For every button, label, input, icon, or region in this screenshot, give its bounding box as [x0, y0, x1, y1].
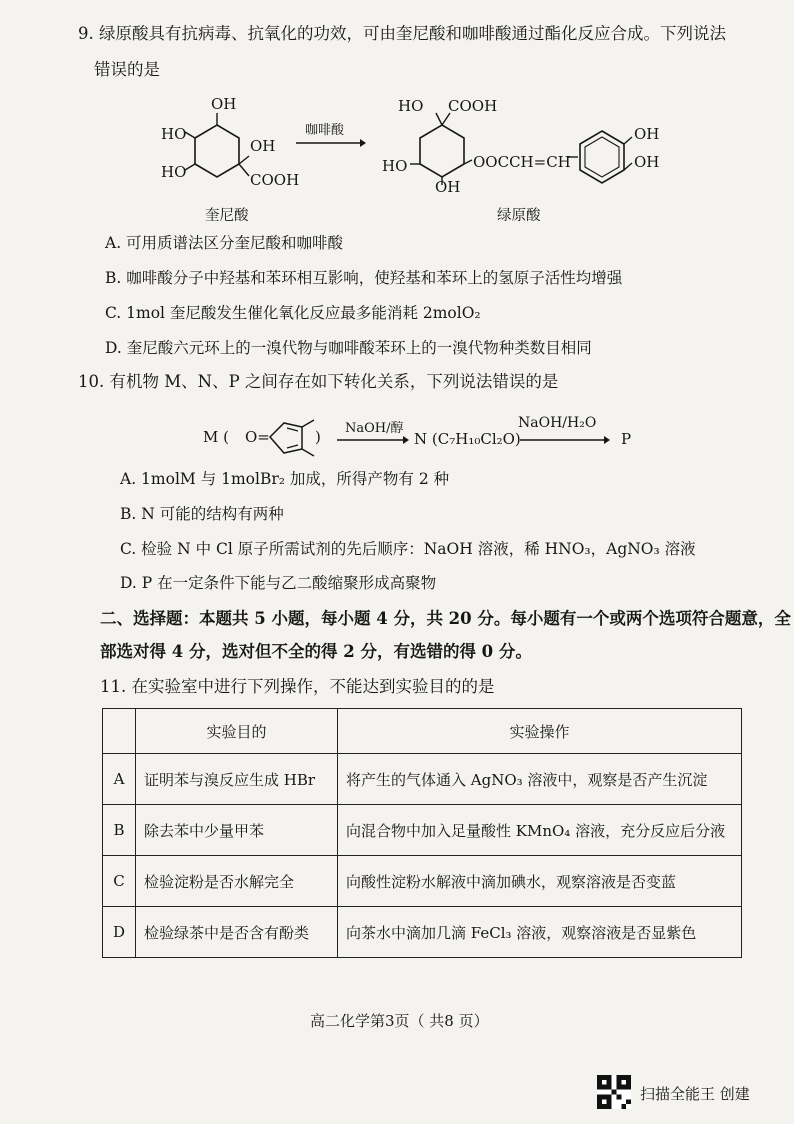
row-letter: D [103, 907, 136, 958]
chlorogenic-cooh: COOH [448, 97, 498, 115]
chlorogenic-ho-left: HO [382, 157, 408, 175]
quinic-ho-bottom: HO [161, 163, 187, 181]
q10-m-close: ) [315, 428, 321, 446]
q10-arrow-2 [520, 434, 610, 446]
quinic-acid-name: 奎尼酸 [205, 208, 249, 224]
q10-option-d: D. P 在一定条件下能与乙二酸缩聚形成高聚物 [120, 574, 437, 592]
row-letter: C [103, 856, 136, 907]
row-purpose: 除去苯中少量甲苯 [136, 805, 338, 856]
q9-stem-line2: 错误的是 [94, 60, 160, 79]
chlorogenic-acid-name: 绿原酸 [497, 208, 541, 224]
q10-option-c: C. 检验 N 中 Cl 原子所需试剂的先后顺序：NaOH 溶液，稀 HNO₃，AgNO₃ 溶液 [120, 540, 696, 558]
row-operation: 向酸性淀粉水解液中滴加碘水，观察溶液是否变蓝 [338, 856, 742, 907]
q11-stem: 11. 在实验室中进行下列操作，不能达到实验目的的是 [100, 677, 495, 696]
section-2-instructions-line1: 二、选择题：本题共 5 小题，每小题 4 分，共 20 分。每小题有一个或两个选项符合题意，全 [100, 609, 791, 628]
row-purpose: 检验绿茶中是否含有酚类 [136, 907, 338, 958]
table-header-row [103, 709, 742, 754]
row-purpose: 检验淀粉是否水解完全 [136, 856, 338, 907]
table-header-operation: 实验操作 [338, 709, 742, 754]
q10-n-formula: N (C₇H₁₀Cl₂O) [414, 430, 521, 448]
chlorogenic-phenol-oh-2: OH [634, 153, 660, 171]
scanner-watermark: 扫描全能王 创建 [640, 1085, 750, 1103]
row-operation: 向混合物中加入足量酸性 KMnO₄ 溶液，充分反应后分液 [338, 805, 742, 856]
q11-experiment-table [102, 708, 742, 958]
table-row [103, 907, 742, 958]
chlorogenic-ester-chain: OOCCH=CH [473, 153, 571, 171]
q9-reaction-arrow [296, 137, 366, 149]
table-row [103, 805, 742, 856]
q10-condition-1: NaOH/醇 [345, 421, 404, 436]
section-2-instructions-line2: 部选对得 4 分，选对但不全的得 2 分，有选错的得 0 分。 [100, 642, 532, 661]
q10-option-a: A. 1molM 与 1molBr₂ 加成，所得产物有 2 种 [120, 470, 450, 488]
table-row [103, 754, 742, 805]
row-letter: B [103, 805, 136, 856]
q9-stem-line1: 9. 绿原酸具有抗病毒、抗氧化的功效，可由奎尼酸和咖啡酸通过酯化反应合成。下列说法 [78, 24, 726, 43]
chlorogenic-oh-bottom: OH [435, 178, 461, 196]
q9-option-c: C. 1mol 奎尼酸发生催化氧化反应最多能消耗 2molO₂ [105, 304, 481, 322]
q10-m-open: M ( [203, 428, 229, 446]
q10-p-label: P [621, 430, 632, 448]
q10-m-oxygen: O= [245, 428, 270, 446]
qr-code-icon [597, 1075, 631, 1109]
q10-cyclopentadienone-structure [262, 410, 322, 465]
table-header-letter [103, 709, 136, 754]
row-operation: 将产生的气体通入 AgNO₃ 溶液中，观察是否产生沉淀 [338, 754, 742, 805]
quinic-oh-top: OH [211, 95, 237, 113]
row-operation: 向茶水中滴加几滴 FeCl₃ 溶液，观察溶液是否显紫色 [338, 907, 742, 958]
page-number: 高二化学第3页（ 共8 页） [310, 1012, 489, 1030]
table-header-purpose: 实验目的 [136, 709, 338, 754]
quinic-ho-left: HO [161, 125, 187, 143]
table-row [103, 856, 742, 907]
q10-stem: 10. 有机物 M、N、P 之间存在如下转化关系，下列说法错误的是 [78, 372, 559, 391]
q10-option-b: B. N 可能的结构有两种 [120, 505, 284, 523]
row-letter: A [103, 754, 136, 805]
quinic-oh-right: OH [250, 137, 276, 155]
chlorogenic-acid-structure [380, 95, 710, 200]
q10-arrow-1 [337, 434, 409, 446]
q9-option-d: D. 奎尼酸六元环上的一溴代物与咖啡酸苯环上的一溴代物种类数目相同 [105, 339, 592, 357]
q10-condition-2: NaOH/H₂O [518, 415, 597, 431]
quinic-cooh: COOH [250, 171, 300, 189]
q9-option-b: B. 咖啡酸分子中羟基和苯环相互影响，使羟基和苯环上的氢原子活性均增强 [105, 269, 623, 287]
chlorogenic-phenol-oh-1: OH [634, 125, 660, 143]
chlorogenic-ho-top: HO [398, 97, 424, 115]
q9-option-a: A. 可用质谱法区分奎尼酸和咖啡酸 [105, 234, 344, 252]
q9-reagent-label: 咖啡酸 [305, 123, 345, 138]
row-purpose: 证明苯与溴反应生成 HBr [136, 754, 338, 805]
